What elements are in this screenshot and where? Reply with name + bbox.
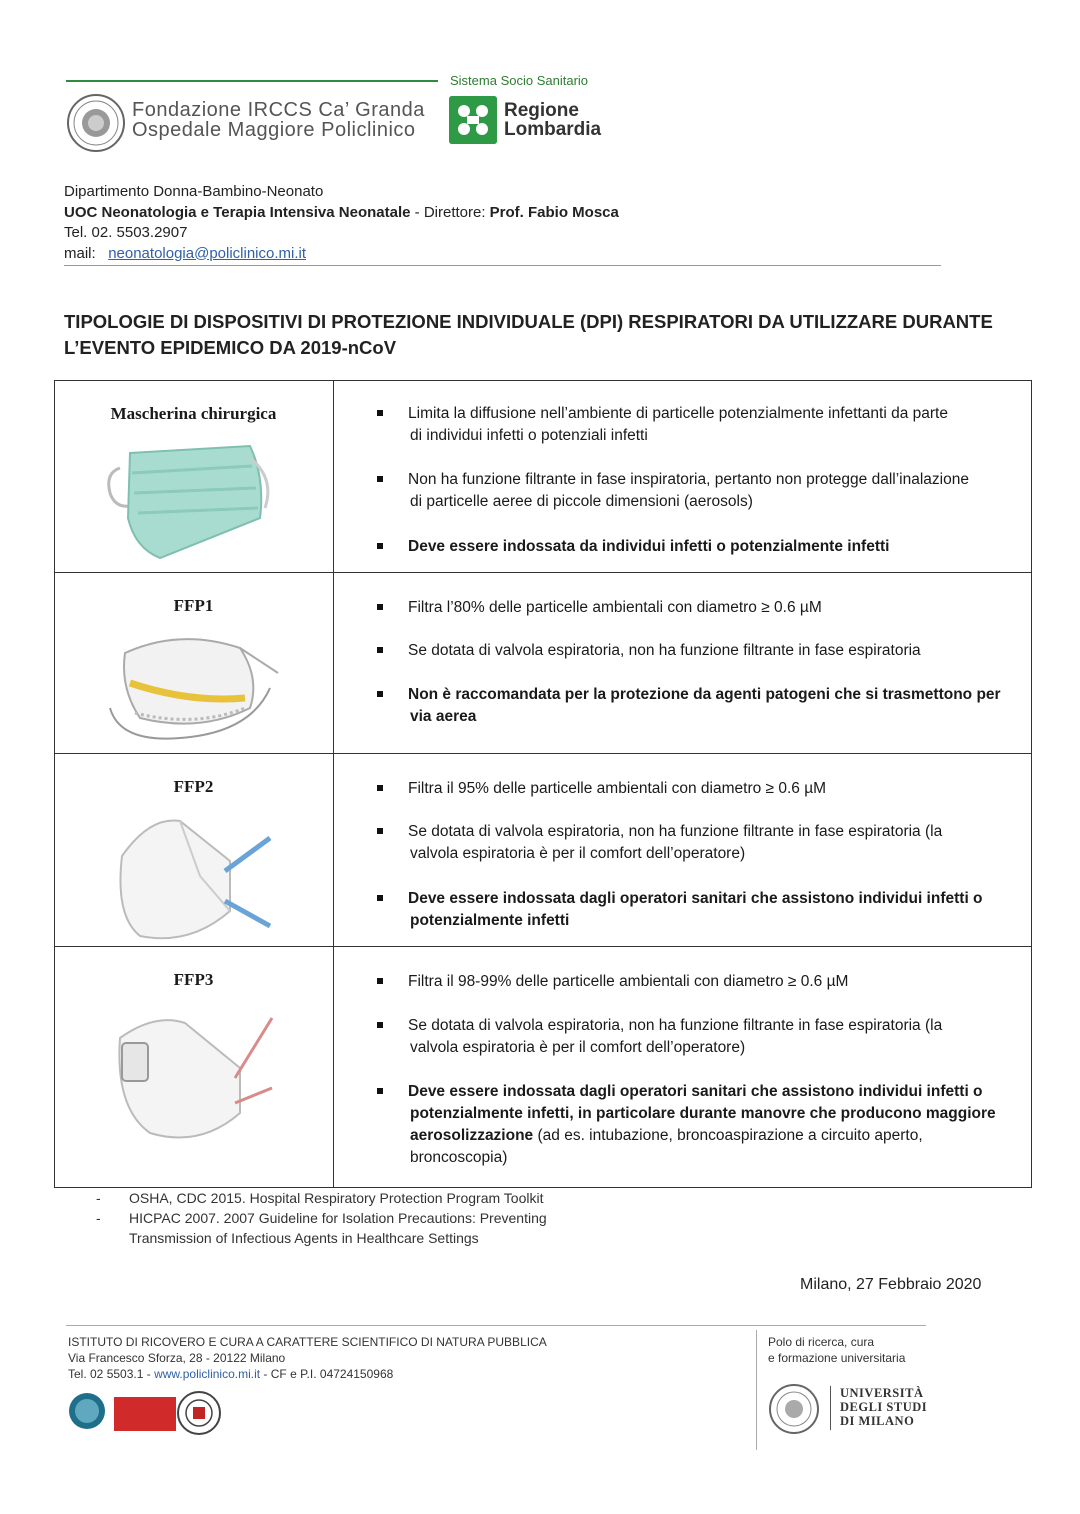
row-name-surgical: Mascherina chirurgica [110,404,277,423]
bureau-veritas-badge [114,1397,176,1431]
table-row-divider [54,572,1032,573]
footer-divider [756,1330,757,1450]
sistema-socio-sanitario: Sistema Socio Sanitario [450,73,589,88]
website-link[interactable]: www.policlinico.mi.it [154,1367,261,1381]
department-name: Dipartimento Donna-Bambino-Neonato [64,183,324,200]
universita-milano-seal [768,1383,820,1435]
references: - OSHA, CDC 2015. Hospital Respiratory Protection Program Toolkit - HICPAC 2007. 2007 Guideline for Isolation Precautions: Preventing Transmission of Infectious Agents in Healthcare Settings [96,1188,616,1252]
department-info [64,182,619,264]
reference-item: OSHA, CDC 2015. Hospital Respiratory Protection Program Toolkit [129,1190,544,1206]
reference-item-cont: Transmission of Infectious Agents in Healthcare Settings [129,1230,479,1246]
universita-divider [830,1386,831,1430]
mail-link[interactable]: neonatologia@policlinico.mi.it [108,244,307,262]
polo-ricerca-text: Polo di ricerca, cura e formazione universitaria [768,1335,906,1365]
telephone: Tel. 02. 5503.2907 [64,224,188,241]
ffp3-mask-image [100,1008,285,1143]
mail-line: mail: neonatologia@policlinico.mi.it [64,244,307,262]
fondazione-name: Fondazione IRCCS Ca’ Granda Ospedale Maggiore Policlinico [132,99,425,141]
date-line: Milano, 27 Febbraio 2020 [800,1276,982,1293]
certification-seal-logo [176,1390,222,1436]
surgical-mask-image [100,438,285,563]
table-row-divider [54,946,1032,947]
row-name-ffp3: FFP3 [173,970,214,989]
universita-name: UNIVERSITÀ DEGLI STUDI DI MILANO [840,1386,928,1428]
accredia-logo [68,1392,106,1430]
document-title: TIPOLOGIE DI DISPOSITIVI DI PROTEZIONE INDIVIDUALE (DPI) RESPIRATORI DA UTILIZZARE DURANTE L’EVENTO EPIDEMICO DA 2019-nCoV [64,311,993,358]
table-row-divider [54,753,1032,754]
department-rule [64,265,941,266]
footer-rule [66,1325,926,1326]
footer-address: ISTITUTO DI RICOVERO E CURA A CARATTERE SCIENTIFICO DI NATURA PUBBLICA Via Francesco Sforza, 28 - 20122 Milano Tel. 02 5503.1 - www.policlinico.mi.it - CF e P.I. 04724150968 [68,1335,547,1381]
regione-lombardia-logo [449,96,497,144]
policlinico-seal-logo [66,93,126,153]
ffp1-mask-image [100,628,285,748]
reference-item: HICPAC 2007. 2007 Guideline for Isolation Precautions: Preventing [129,1210,547,1226]
row-name-ffp1: FFP1 [173,596,214,615]
table-column-divider [333,380,334,1188]
row-name-ffp2: FFP2 [173,777,214,796]
header-rule [66,80,438,82]
unit-line: UOC Neonatologia e Terapia Intensiva Neonatale - Direttore: Prof. Fabio Mosca [64,203,619,221]
ffp2-mask-image [100,816,285,944]
regione-lombardia-name: Regione Lombardia [504,100,602,140]
